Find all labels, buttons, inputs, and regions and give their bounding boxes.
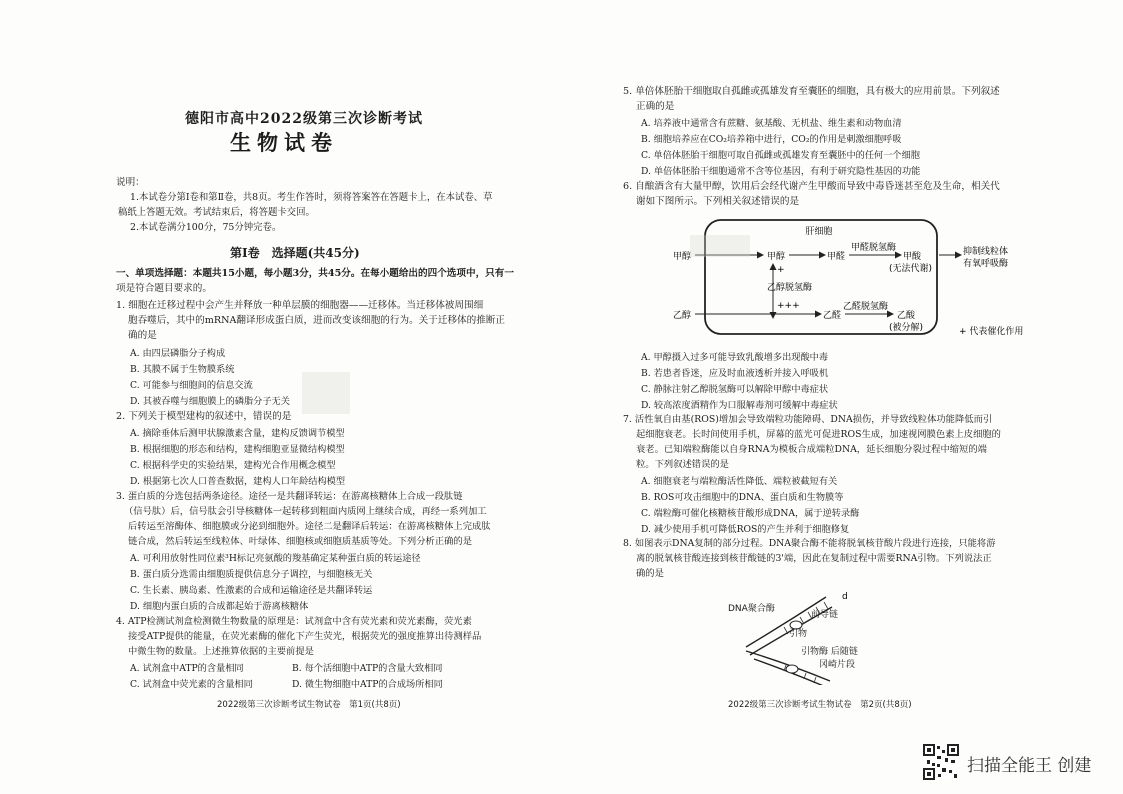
question-3-stem: 3. 蛋白质的分选包括两条途径。途径一是共翻译转运：在游离核糖体上合成一段肽链 xyxy=(116,491,463,502)
question-2-stem: 2. 下列关于模型建构的叙述中，错误的是 xyxy=(116,411,292,422)
question-3-option-b: B. 蛋白质分选需由细胞质提供信息分子调控，与细胞核无关 xyxy=(130,569,373,580)
section-intro: 一、单项选择题：本题共15小题，每小题3分，共45分。在每小题给出的四个选项中，只有一 xyxy=(116,268,514,279)
question-2-option-a: A. 摘除垂体后测甲状腺激素含量，建构反馈调节模型 xyxy=(130,428,345,439)
inhibit-label-line1: 抑制线粒体 xyxy=(963,247,1009,257)
methanol-outside-label: 甲醇 xyxy=(673,252,692,262)
question-4-stem: 中微生物的数量。上述推算依据的主要前提是 xyxy=(128,646,314,657)
question-7-option-a: A. 细胞衰老与端粒酶活性降低、端粒被截短有关 xyxy=(641,476,838,487)
question-6-option-a: A. 甲醇摄入过多可能导致乳酸增多出现酸中毒 xyxy=(641,352,829,363)
plus-single: + xyxy=(777,265,785,275)
adh-label: 乙醇脱氢酶 xyxy=(767,283,813,293)
question-8-stem: 8. 如图表示DNA复制的部分过程。DNA聚合酶不能将脱氧核苷酸片段进行连接，只能将游 xyxy=(623,538,996,549)
question-6-option-b: B. 若患者昏迷，应及时血液透析并接入呼吸机 xyxy=(641,368,829,379)
question-8-stem: 确的是 xyxy=(636,568,664,579)
dna-polymerase-label: DNA聚合酶 xyxy=(728,604,775,614)
question-2-option-b: B. 根据细胞的形态和结构，建构细胞亚显微结构模型 xyxy=(130,444,345,455)
question-6-option-c: C. 静脉注射乙醇脱氢酶可以解除甲醇中毒症状 xyxy=(641,384,829,395)
question-4-option-a: A. 试剂盒中ATP的含量相同 xyxy=(130,663,244,674)
question-3-option-a: A. 可利用放射性同位素³H标记亮氨酸的羧基确定某种蛋白质的转运途径 xyxy=(130,553,421,564)
question-4-option-b: B. 每个活细胞中ATP的含量大致相同 xyxy=(292,663,443,674)
plus-triple: +++ xyxy=(777,301,800,311)
inhibit-label-line2: 有氧呼吸酶 xyxy=(963,259,1009,269)
question-3-stem: 后转运至溶酶体、细胞膜或分泌到细胞外。途径二是翻译后转运：在游离核糖体上完成肽 xyxy=(128,521,491,532)
acetic-acid-label: 乙酸 xyxy=(897,311,916,321)
primase-blob xyxy=(786,665,798,673)
question-5-option-a: A. 培养液中通常含有蔗糖、氨基酸、无机盐、维生素和动物血清 xyxy=(641,118,902,129)
question-1-option-b: B. 其膜不属于生物膜系统 xyxy=(130,364,235,375)
leading-strand-label: 前导链 xyxy=(811,610,839,620)
question-7-stem: 起细胞衰老。长时间使用手机，屏幕的蓝光可促进ROS生成，加速视网膜色素上皮细胞的 xyxy=(636,429,1001,440)
question-6-stem: 谢如下图所示。下列相关叙述错误的是 xyxy=(636,196,800,207)
question-7-option-c: C. 端粒酶可催化核糖核苷酸形成DNA，属于逆转录酶 xyxy=(641,508,860,519)
left-page xyxy=(0,0,561,794)
methanol-inside-label: 甲醇 xyxy=(767,252,786,262)
question-3-stem: （信号肽）后，信号肽会引导核糖体一起转移到粗面内质网上继续合成，再经一系列加工 xyxy=(124,506,487,517)
question-5-option-b: B. 细胞培养应在CO₂培养箱中进行，CO₂的作用是刺激细胞呼吸 xyxy=(641,134,902,145)
question-8-stem: 离的脱氧核苷酸连接到核苷酸链的3'端，因此在复制过程中需要RNA引物。下列说法正 xyxy=(636,553,992,564)
metabolism-diagram xyxy=(661,212,1023,346)
formaldehyde-label: 甲醛 xyxy=(827,252,846,262)
formic-acid-note: (无法代谢) xyxy=(889,264,933,274)
scan-noise xyxy=(302,372,350,414)
question-7-stem: 7. 活性氧自由基(ROS)增加会导致端粒功能障碍、DNA损伤，并导致线粒体功能降低而引 xyxy=(623,414,993,425)
liver-cell-label: 肝细胞 xyxy=(805,227,833,237)
question-4-option-d: D. 微生物细胞中ATP的合成场所相同 xyxy=(292,679,443,690)
ethanol-outside-label: 乙醇 xyxy=(673,311,692,321)
primer-label: 引物 xyxy=(789,629,808,639)
acetaldehyde-enzyme-label: 乙醛脱氢酶 xyxy=(843,302,889,312)
question-5-stem: 5. 单倍体胚胎干细胞取自孤雌或孤雄发育至囊胚的细胞，具有极大的应用前景。下列叙述 xyxy=(623,86,1000,97)
question-1-option-c: C. 可能参与细胞间的信息交流 xyxy=(130,380,253,391)
question-3-option-d: D. 细胞内蛋白质的合成都起始于游离核糖体 xyxy=(130,601,309,612)
exam-header: 德阳市高中2022级第三次诊断考试 xyxy=(185,111,423,127)
scanner-watermark-text: 扫描全能王 创建 xyxy=(967,756,1092,776)
okazaki-fragment-label: 冈崎片段 xyxy=(819,660,856,670)
strand-end-mark: d xyxy=(842,592,848,602)
instructions-title: 说明： xyxy=(116,177,145,188)
instruction-line: 稿纸上答题无效。考试结束后，将答题卡交回。 xyxy=(118,207,315,218)
page-footer: 2022级第三次诊断考试生物试卷 第2页(共8页) xyxy=(728,700,912,710)
qr-code-icon xyxy=(923,744,959,780)
question-7-stem: 粒。下列叙述错误的是 xyxy=(636,459,729,470)
question-2-option-c: C. 根据科学史的实验结果，建构光合作用概念模型 xyxy=(130,460,336,471)
instruction-line: 1.本试卷分第Ⅰ卷和第Ⅱ卷，共8页。考生作答时，须将答案答在答题卡上，在本试卷、草 xyxy=(130,192,493,203)
scan-noise xyxy=(690,235,750,257)
question-1-stem: 胞吞噬后，其中的mRNA翻译形成蛋白质，进而改变该细胞的行为。关于迁移体的推断正 xyxy=(128,315,506,326)
instruction-line: 2.本试卷满分100分，75分钟完卷。 xyxy=(130,222,282,233)
question-6-option-d: D. 较高浓度酒精作为口服解毒剂可缓解中毒症状 xyxy=(641,400,838,411)
question-5-option-c: C. 单倍体胚胎干细胞可取自孤雌或孤雄发育至囊胚中的任何一个细胞 xyxy=(641,150,920,161)
question-1-stem: 确的是 xyxy=(128,330,157,341)
acetaldehyde-label: 乙醛 xyxy=(823,311,842,321)
question-5-option-d: D. 单倍体胚胎干细胞通常不含等位基因，有利于研究隐性基因的功能 xyxy=(641,166,921,177)
question-7-option-d: D. 减少使用手机可降低ROS的产生并利于细胞修复 xyxy=(641,524,850,535)
question-4-option-c: C. 试剂盒中荧光素的含量相同 xyxy=(130,679,253,690)
page-footer: 2022级第三次诊断考试生物试卷 第1页(共8页) xyxy=(217,700,401,710)
primase-lagging-label: 引物酶 后随链 xyxy=(801,647,858,657)
question-7-stem: 衰老。已知端粒酶能以自身RNA为模板合成端粒DNA，延长细胞分裂过程中缩短的端 xyxy=(636,444,987,455)
right-page xyxy=(561,0,1123,794)
diagram-legend: + 代表催化作用 xyxy=(959,327,1023,337)
question-4-stem: 4. ATP检测试剂盒检测微生物数量的原理是：试剂盒中含有荧光素和荧光素酶，荧光素 xyxy=(116,616,472,627)
exam-title: 生物试卷 xyxy=(230,130,338,155)
question-4-stem: 接受ATP提供的能量，在荧光素酶的催化下产生荧光，根据荧光的强度推算出待测样品 xyxy=(128,631,482,642)
formic-acid-label: 甲酸 xyxy=(903,252,922,262)
question-3-stem: 链合成，然后转运至线粒体、叶绿体、细胞核或细胞质基质等处。下列分析正确的是 xyxy=(128,536,472,547)
formaldehyde-enzyme-label: 甲醛脱氢酶 xyxy=(851,243,897,253)
question-6-stem: 6. 自酿酒含有大量甲醇，饮用后会经代谢产生甲酸而导致中毒昏迷甚至危及生命，相关代 xyxy=(623,181,1000,192)
question-1-stem: 1. 细胞在迁移过程中会产生并释放一种单层膜的细胞器——迁移体。当迁移体被周围细 xyxy=(116,300,484,311)
acetic-acid-note: (被分解) xyxy=(889,323,924,333)
section-intro: 项是符合题目要求的。 xyxy=(116,283,212,294)
question-3-option-c: C. 生长素、胰岛素、性激素的合成和运输途径是共翻译转运 xyxy=(130,585,373,596)
question-1-option-a: A. 由四层磷脂分子构成 xyxy=(130,348,226,359)
question-2-option-d: D. 根据第七次人口普查数据，建构人口年龄结构模型 xyxy=(130,476,346,487)
question-1-option-d: D. 其被吞噬与细胞膜上的磷脂分子无关 xyxy=(130,396,290,407)
question-5-stem: 正确的是 xyxy=(636,101,675,112)
question-7-option-b: B. ROS可攻击细胞中的DNA、蛋白质和生物膜等 xyxy=(641,492,844,503)
section-title: 第Ⅰ卷 选择题(共45分) xyxy=(230,246,360,260)
